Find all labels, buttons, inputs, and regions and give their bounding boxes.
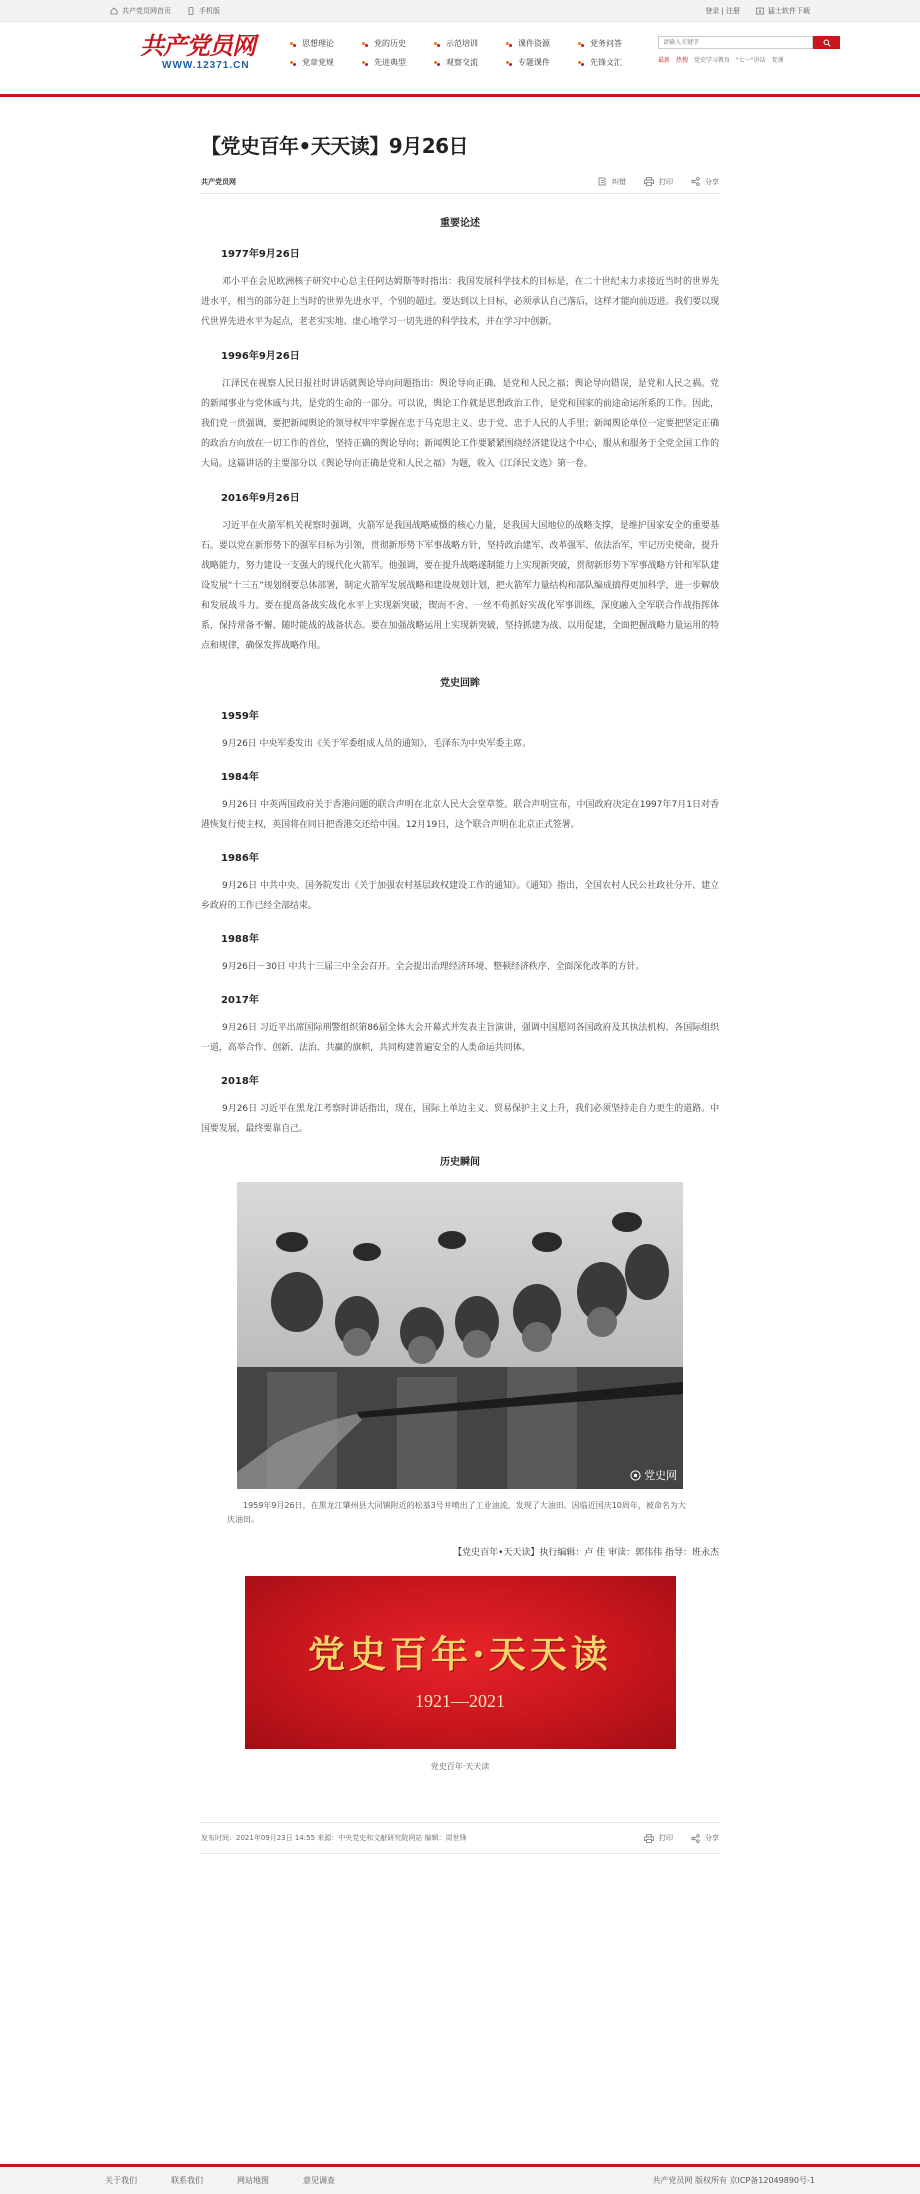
nav-item-label: 先锋文汇 (590, 58, 622, 67)
site-logo[interactable] (140, 32, 260, 82)
nav-item-label: 先进典型 (374, 58, 406, 67)
print-label: 打印 (659, 177, 673, 186)
entry-date: 1996年9月26日 (221, 351, 300, 362)
print-icon (644, 1834, 654, 1843)
correction-button[interactable] (598, 177, 626, 187)
download-icon (756, 7, 764, 15)
article-source: 共产党员网 (201, 177, 236, 186)
share-icon (691, 1834, 700, 1843)
historic-photo (237, 1182, 683, 1489)
logo-text: 共产党员网 (140, 31, 255, 60)
print-icon (644, 177, 654, 186)
search-input[interactable] (658, 36, 813, 49)
nav-bullet-icon (290, 41, 296, 47)
mobile-link[interactable] (187, 6, 220, 16)
home-icon (110, 7, 118, 15)
review-text: 9月26日 中共中央、国务院发出《关于加强农村基层政权建设工作的通知》。《通知》指出，全国农村人民公社政社分开、建立乡政府的工作已经全部结束。 (201, 881, 719, 911)
editor-credit: 【党史百年•天天读】执行编辑：卢 佳 审读：郭伟伟 指导：班永杰 (453, 1548, 719, 1558)
bottom-print-button[interactable] (644, 1833, 673, 1843)
nav-bullet-icon (506, 60, 512, 66)
publish-info: 发布时间：2021年09月23日 14:55 来源：中央党史和文献研究院网站 编辑：周世锋 (201, 1834, 467, 1842)
review-year: 1984年 (221, 772, 259, 783)
app-download-link[interactable] (756, 6, 810, 16)
footer-link-sitemap[interactable]: 网站地图 (237, 2176, 269, 2185)
photo-caption: 1959年9月26日，在黑龙江肇州县大同镇附近的松基3号井喷出了工业油流，发现了大油田。因临近国庆10周年，被命名为大庆油田。 (227, 1501, 686, 1524)
entry-date: 1977年9月26日 (221, 249, 300, 260)
entry-date: 2016年9月26日 (221, 493, 300, 504)
nav-item[interactable] (578, 38, 650, 49)
correction-label: 纠错 (612, 177, 626, 186)
nav-bullet-icon (362, 41, 368, 47)
article-footer-meta (201, 1822, 719, 1854)
nav-item[interactable] (362, 57, 434, 68)
article-bottom-tools (644, 1833, 719, 1843)
review-year: 1986年 (221, 853, 259, 864)
login-label: 登录 | 注册 (705, 7, 740, 15)
main-nav (290, 38, 650, 68)
review-text: 9月26日 习近平在黑龙江考察时讲话指出，现在，国际上单边主义、贸易保护主义上升，我们必须坚持走自力更生的道路。中国要发展，最终要靠自己。 (201, 1104, 719, 1134)
entry-text: 江泽民在视察人民日报社时讲话就舆论导向问题指出：舆论导向正确，是党和人民之福；舆论导向错误，是党和人民之祸。党的新闻事业与党休戚与共，是党的生命的一部分。可以说，舆论工作就是思想政治工作，是党和国家的前途命运所系的工作。因此，我们党一贯强调，要把新闻舆论的领导权牢牢掌握在忠于马克思主义、忠于党、忠于人民的人手里；新闻舆论单位一定要把坚定正确的政治方向放在一切工作的首位，坚持正确的舆论导向；新闻舆论工作要紧紧围绕经济建设这个中心，服从和服务于全党全国工作的大局。这篇讲话的主要部分以《舆论导向正确是党和人民之福》为题，收入《江泽民文选》第一卷。 (201, 379, 719, 469)
review-year: 1959年 (221, 711, 259, 722)
search-button[interactable] (813, 36, 840, 49)
review-text: 9月26日 习近平出席国际刑警组织第86届全体大会开幕式并发表主旨演讲，强调中国愿同各国政府及其执法机构、各国际组织一道，高举合作、创新、法治、共赢的旗帜，共同构建普遍安全的人类命运共同体。 (201, 1023, 719, 1053)
site-header (0, 22, 920, 97)
series-banner (245, 1576, 676, 1749)
nav-item-label: 专题课件 (518, 58, 550, 67)
search-icon (823, 39, 831, 47)
section-important: 重要论述 (440, 218, 480, 229)
review-text: 9月26日 中央军委发出《关于军委组成人员的通知》，毛泽东为中央军委主席。 (222, 739, 531, 749)
share-label: 分享 (705, 177, 719, 186)
nav-item-label: 课件资源 (518, 39, 550, 48)
review-text: 9月26日 中英两国政府关于香港问题的联合声明在北京人民大会堂草签。联合声明宣布，中国政府决定在1997年7月1日对香港恢复行使主权，英国将在同日把香港交还给中国。12月19日，这个联合声明在北京正式签署。 (201, 800, 719, 830)
logo-url: WWW.12371.CN (162, 60, 250, 71)
footer-link-about[interactable]: 关于我们 (105, 2176, 137, 2185)
section-history-photo: 历史瞬间 (440, 1157, 480, 1168)
review-text: 9月26日－30日 中共十三届三中全会召开。全会提出治理经济环境、整顿经济秩序、全面深化改革的方针。 (222, 962, 645, 972)
banner-title: 党史百年·天天读 (308, 1632, 612, 1676)
home-link-label: 共产党员网首页 (122, 7, 171, 15)
bottom-share-button[interactable] (691, 1833, 719, 1843)
entry-text: 邓小平在会见欧洲核子研究中心总主任阿达姆斯等时指出：我国发展科学技术的目标是，在二十世纪末力求接近当时的世界先进水平，相当的部分赶上当时的世界先进水平，个别的超过。要达到以上目标，必须承认自己落后，这样才能向前迈进。我们要以现代世界先进水平为起点，老老实实地、虚心地学习一切先进的科学技术，并在学习中创新。 (201, 277, 719, 327)
nav-item-label: 观察交流 (446, 58, 478, 67)
mobile-icon (187, 7, 195, 15)
hot-label[interactable]: 热搜 (676, 57, 689, 64)
nav-item-label: 党的历史 (374, 39, 406, 48)
nav-bullet-icon (578, 41, 584, 47)
print-label: 打印 (659, 1834, 673, 1842)
nav-bullet-icon (434, 60, 440, 66)
app-download-label: 猛士软件下载 (768, 7, 810, 15)
nav-item[interactable] (290, 38, 362, 49)
hot-word-link[interactable]: 党史学习教育 (694, 57, 731, 64)
login-register-link[interactable] (705, 6, 740, 16)
share-button[interactable] (691, 177, 719, 187)
nav-item-label: 党务问答 (590, 39, 622, 48)
nav-item-label: 示范培训 (446, 39, 478, 48)
nav-item[interactable] (578, 57, 650, 68)
nav-item[interactable] (434, 38, 506, 49)
hot-word-link[interactable]: 党课 (771, 57, 784, 64)
oil-workers-photo (237, 1182, 683, 1489)
print-button[interactable] (644, 177, 673, 187)
banner-years: 1921—2021 (415, 1691, 505, 1711)
hot-word-link[interactable]: "七一"讲话 (736, 57, 766, 64)
nav-item[interactable] (506, 57, 578, 68)
nav-item[interactable] (362, 38, 434, 49)
footer-link-contact[interactable]: 联系我们 (171, 2176, 203, 2185)
latest-label[interactable]: 最新 (658, 57, 671, 64)
edit-icon (598, 177, 607, 186)
hot-words (658, 55, 784, 64)
nav-item[interactable] (506, 38, 578, 49)
home-link[interactable] (110, 6, 171, 16)
search-box (658, 36, 840, 49)
nav-item-label: 思想理论 (302, 39, 334, 48)
article-tools (598, 177, 719, 187)
review-year: 2017年 (221, 995, 259, 1006)
share-icon (691, 177, 700, 186)
review-year: 2018年 (221, 1076, 259, 1087)
nav-bullet-icon (362, 60, 368, 66)
copyright: 共产党员网 版权所有 京ICP备12049890号-1 (652, 2176, 815, 2185)
top-utility-bar (0, 0, 920, 22)
weibo-icon (630, 1470, 641, 1481)
article-title: 【党史百年•天天读】9月26日 (201, 134, 469, 158)
nav-item[interactable] (434, 57, 506, 68)
article-meta (201, 174, 719, 194)
review-year: 1988年 (221, 934, 259, 945)
site-footer (0, 2164, 920, 2194)
nav-bullet-icon (578, 60, 584, 66)
nav-bullet-icon (434, 41, 440, 47)
footer-links (105, 2175, 335, 2186)
article (201, 130, 719, 1854)
mobile-link-label: 手机版 (199, 7, 220, 15)
nav-bullet-icon (290, 60, 296, 66)
footer-link-survey[interactable]: 意见调查 (303, 2176, 335, 2185)
section-review: 党史回眸 (440, 678, 480, 689)
entry-text: 习近平在火箭军机关视察时强调，火箭军是我国战略威慑的核心力量，是我国大国地位的战略支撑，是维护国家安全的重要基石。要以党在新形势下的强军目标为引领，贯彻新形势下军事战略方针，坚持政治建军、改革强军、依法治军，牢记历史使命，提升战略能力，努力建设一支强大的现代化火箭军。他强调，要在提升战略遂制能力上实现新突破，贯彻新形势下军事战略方针和军队建设发展“十三五”规划纲要总体部署，制定火箭军发展战略和建设规划计划，把火箭军力量结构和部队编成搞得更加科学，进一步解放和发展战斗力。要在提高备战实战化水平上实现新突破，锲而不舍、一丝不苟抓好实战化军事训练，深度融入全军联合作战指挥体系，保持常备不懈、随时能战的战备状态。要在加强战略运用上实现新突破，坚持抓建为战、以用促建，全面把握战略力量运用的特点和规律，确保发挥战略作用。 (201, 521, 719, 651)
photo-watermark (630, 1467, 677, 1483)
nav-bullet-icon (506, 41, 512, 47)
nav-item[interactable] (290, 57, 362, 68)
nav-item-label: 党章党规 (302, 58, 334, 67)
banner-caption: 党史百年·天天读 (430, 1762, 490, 1771)
watermark-label: 党史网 (644, 1469, 677, 1482)
share-label: 分享 (705, 1834, 719, 1842)
